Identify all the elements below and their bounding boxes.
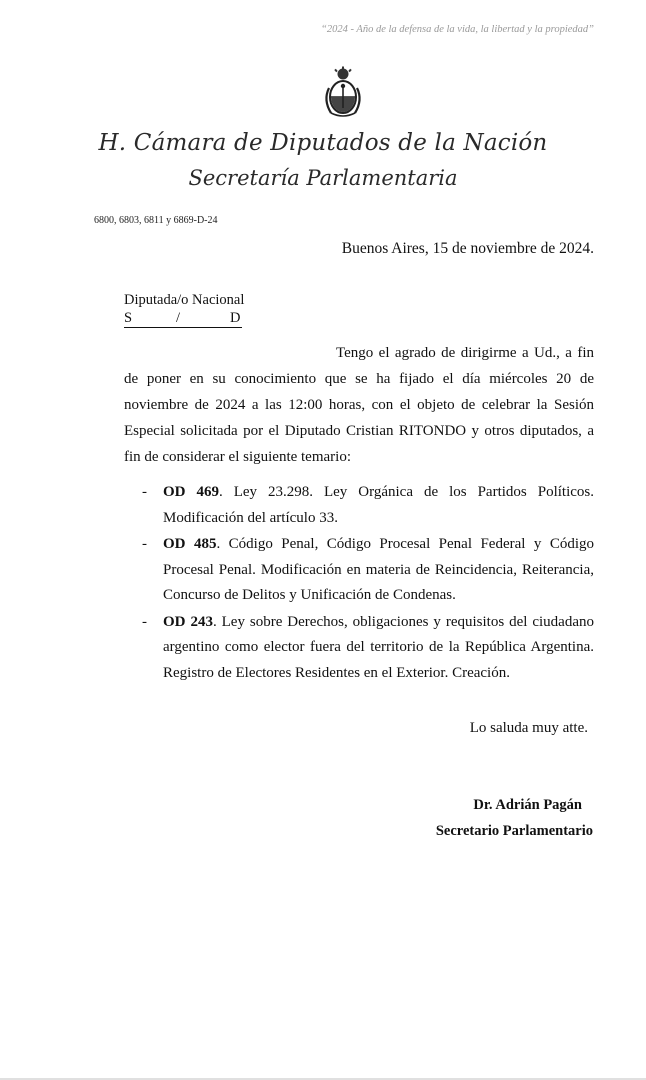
national-coat-of-arms-icon xyxy=(321,66,365,120)
recipient-d: D xyxy=(230,310,241,326)
agenda-code: OD 469 xyxy=(163,484,219,500)
date-line: Buenos Aires, 15 de noviembre de 2024. xyxy=(341,240,594,257)
agenda-text: . Ley 23.298. Ley Orgánica de los Partidos Políticos. Modificación del artículo 33. xyxy=(163,484,594,526)
department-title: Secretaría Parlamentaria xyxy=(188,166,458,190)
agenda-dash: - xyxy=(142,613,147,630)
year-motto: “2024 - Año de la defensa de la vida, la libertad y la propiedad” xyxy=(321,24,594,35)
agenda-item xyxy=(142,480,594,531)
recipient-slash: / xyxy=(176,310,181,326)
agenda-code: OD 243 xyxy=(163,613,213,630)
signatory-role: Secretario Parlamentario xyxy=(435,823,593,839)
recipient-sd xyxy=(124,309,242,328)
agenda-dash: - xyxy=(142,484,147,500)
agenda-text: . Ley sobre Derechos, obligaciones y requisitos del ciudadano argentino como elector fuera del territorio de la República Argentina. Registro de Electores Residentes en el Exterior. Creación. xyxy=(163,613,594,681)
closing-line: Lo saluda muy atte. xyxy=(469,720,588,736)
recipient-block xyxy=(124,291,244,328)
body-paragraph: de poner en su conocimiento que se ha fijado el día miércoles 20 de noviembre de 2024 a las 12:00 horas, con el objeto de celebrar la Sesión Especial solicitada por el Diputado Cristian RITONDO y otros diputados, a fin de considerar el siguiente temario: xyxy=(124,371,594,465)
institution-title: H. Cámara de Diputados de la Nación xyxy=(98,130,548,156)
file-reference: 6800, 6803, 6811 y 6869-D-24 xyxy=(94,215,218,226)
agenda-item xyxy=(142,532,594,609)
letter-body xyxy=(124,340,594,470)
body-opening: Tengo el agrado de dirigirme a Ud., a fin xyxy=(336,345,594,361)
recipient-s: S xyxy=(124,310,133,326)
agenda-dash: - xyxy=(142,536,147,552)
agenda-text: . Código Penal, Código Procesal Penal Federal y Código Procesal Penal. Modificación en materia de Reincidencia, Reiterancia, Concurso de Delitos y Unificación de Condenas. xyxy=(163,536,594,603)
agenda-code: OD 485 xyxy=(163,536,217,552)
agenda-list xyxy=(142,480,594,687)
signatory-name: Dr. Adrián Pagán xyxy=(473,797,582,813)
recipient-title: Diputada/o Nacional xyxy=(124,292,245,308)
agenda-item xyxy=(142,610,594,687)
